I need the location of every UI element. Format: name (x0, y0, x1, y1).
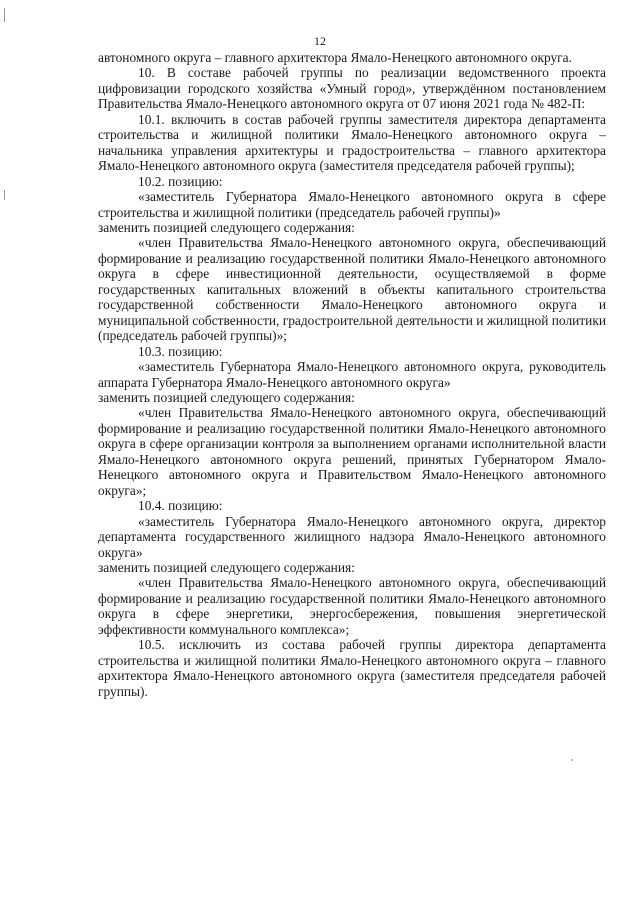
paragraph: «член Правительства Ямало-Ненецкого автономного округа, обеспечивающий формирование и реализацию государственной политики Ямало-Ненецкого автономного округа в сфере организации контроля за выполнением органами исполнительной власти Ямало-Ненецкого автономного округа решений, принятых Губернатором Ямало-Ненецкого автономного округа и Правительством Ямало-Ненецкого автономного округа»; (98, 405, 606, 498)
scan-edge-mark (4, 190, 5, 200)
scan-edge-mark (4, 8, 5, 22)
paragraph: заменить позицией следующего содержания: (98, 389, 355, 405)
paragraph: заменить позицией следующего содержания: (98, 219, 355, 235)
paragraph: автономного округа – главного архитектора Ямало-Ненецкого автономного округа. (98, 50, 572, 65)
paragraph: «заместитель Губернатора Ямало-Ненецкого автономного округа, руководитель аппарата Губернатора Ямало-Ненецкого автономного округа» (98, 359, 606, 390)
paragraph: «член Правительства Ямало-Ненецкого автономного округа, обеспечивающий формирование и реализацию государственной политики Ямало-Ненецкого автономного округа в сфере энергетики, энергосбережения, повышения энергетической эффективности коммунального комплекса»; (98, 575, 606, 637)
paragraph: 10.5. исключить из состава рабочей группы директора департамента строительства и жилищной политики Ямало-Ненецкого автономного округа – главного архитектора Ямало-Ненецкого автономного округа (заместителя председателя рабочей группы). (98, 637, 606, 699)
paragraph: 10.1. включить в состав рабочей группы заместителя директора департамента строительства и жилищной политики Ямало-Ненецкого автономного округа – начальника управления архитектуры и градостроительства – главного архитектора Ямало-Ненецкого автономного округа (заместителя председателя рабочей группы); (98, 111, 606, 174)
paragraph: «член Правительства Ямало-Ненецкого автономного округа, обеспечивающий формирование и реализацию государственной политики Ямало-Ненецкого автономного округа в сфере инвестиционной деятельности, осуществляемой в форме государственных капитальных вложений в объекты капитального строительства государственной собственности Ямало-Ненецкого автономного округа и муниципальной собственности, градостроительной деятельности и жилищной политики (председатель рабочей группы)»; (98, 235, 606, 344)
paragraph: 10.2. позицию: (138, 173, 223, 189)
paragraph: 10.3. позицию: (138, 343, 223, 359)
document-body (98, 50, 606, 699)
paragraph: заменить позицией следующего содержания: (98, 559, 355, 575)
paragraph: 10.4. позицию: (138, 498, 223, 514)
paragraph: «заместитель Губернатора Ямало-Ненецкого автономного округа в сфере строительства и жилищной политики (председатель рабочей группы)» (98, 189, 606, 220)
page-number: 12 (314, 34, 326, 48)
paragraph: «заместитель Губернатора Ямало-Ненецкого автономного округа, директор департамента государственного жилищного надзора Ямало-Ненецкого автономного округа» (98, 513, 606, 560)
scan-speck (571, 759, 573, 761)
paragraph: 10. В составе рабочей группы по реализации ведомственного проекта цифровизации городского хозяйства «Умный город», утверждённом постановлением Правительства Ямало-Ненецкого автономного округа от 07 июня 2021 года № 482-П: (98, 65, 606, 112)
